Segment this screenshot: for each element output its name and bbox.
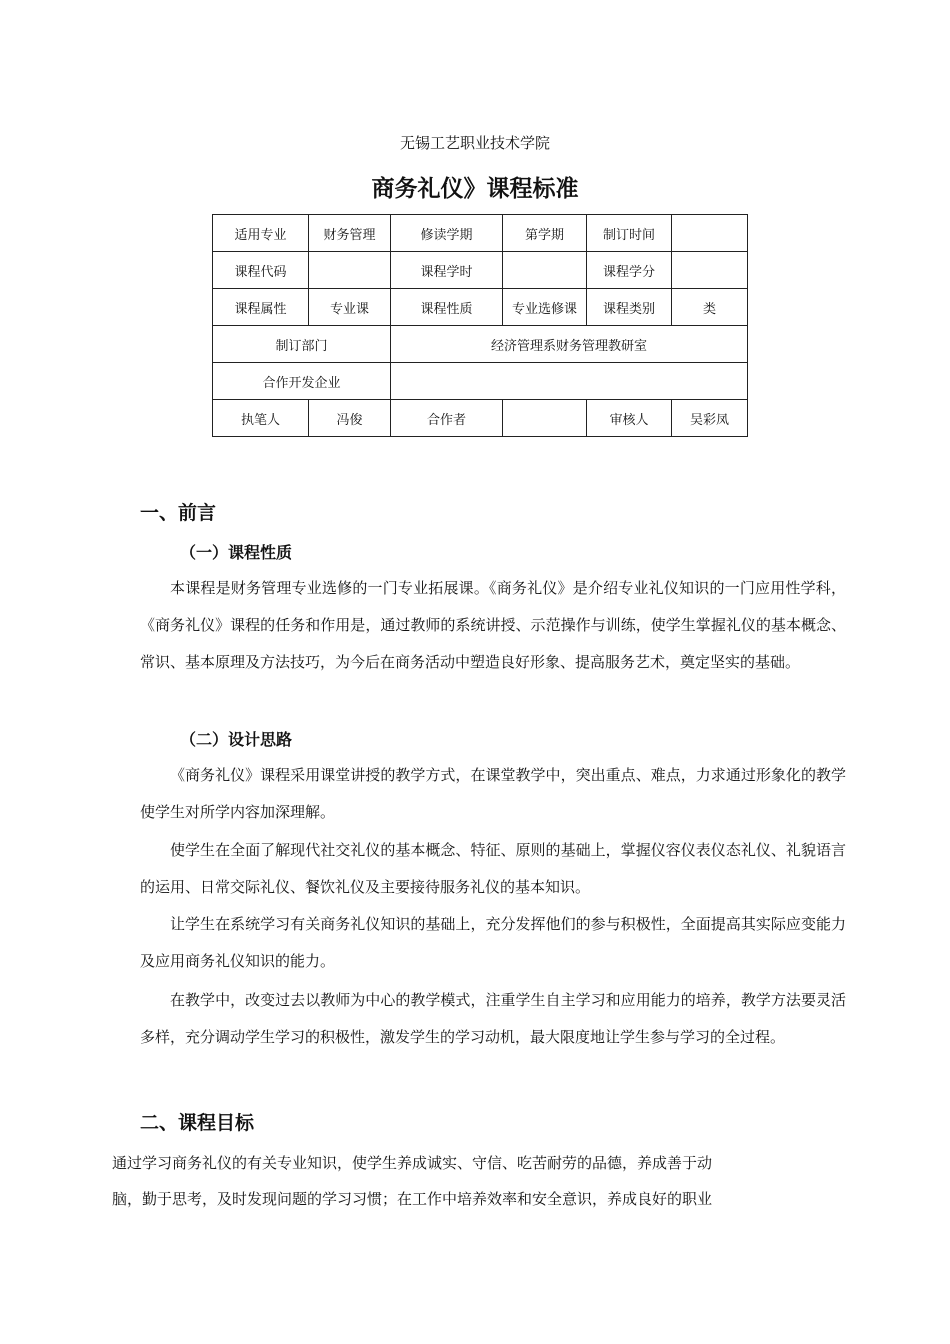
table-cell: 经济管理系财务管理教研室 (391, 326, 748, 363)
table-cell: 课程性质 (391, 289, 503, 326)
section-heading-preface: 一、前言 (140, 502, 217, 524)
table-row (213, 215, 748, 252)
section-heading-course-goals: 二、课程目标 (140, 1112, 255, 1134)
paragraph: 《商务礼仪》课程采用课堂讲授的教学方式，在课堂教学中，突出重点、难点，力求通过形象化的教学使学生对所学内容加深理解。 (140, 766, 846, 821)
paragraph: 在教学中，改变过去以教师为中心的教学模式，注重学生自主学习和应用能力的培养，教学方法要灵活多样，充分调动学生学习的积极性，激发学生的学习动机，最大限度地让学生参与学习的全过程。 (140, 991, 846, 1046)
table-cell: 课程类别 (587, 289, 672, 326)
table-cell: 财务管理 (309, 215, 391, 252)
paragraph: 使学生在全面了解现代社交礼仪的基本概念、特征、原则的基础上，掌握仪容仪表仪态礼仪、礼貌语言的运用、日常交际礼仪、餐饮礼仪及主要接待服务礼仪的基本知识。 (140, 841, 846, 896)
school-name: 无锡工艺职业技术学院 (399, 134, 550, 152)
table-cell: 专业课 (309, 289, 391, 326)
table-row (213, 363, 748, 400)
table-cell (672, 215, 748, 252)
table-cell: 课程学时 (391, 252, 503, 289)
table-cell: 课程代码 (213, 252, 309, 289)
table-cell: 吴彩凤 (672, 400, 748, 437)
table-cell: 审核人 (587, 400, 672, 437)
table-row (213, 289, 748, 326)
table-row (213, 326, 748, 363)
table-cell: 专业选修课 (503, 289, 587, 326)
table-cell (503, 252, 587, 289)
table-cell: 执笔人 (213, 400, 309, 437)
table-cell: 制订部门 (213, 326, 391, 363)
course-info-table (212, 214, 748, 437)
table-cell (391, 363, 748, 400)
table-cell (503, 400, 587, 437)
subsection-heading-course-nature: （一）课程性质 (180, 543, 293, 562)
table-cell (309, 252, 391, 289)
document-title: 商务礼仪》课程标准 (371, 176, 579, 202)
paragraph: 让学生在系统学习有关商务礼仪知识的基础上，充分发挥他们的参与积极性，全面提高其实际应变能力及应用商务礼仪知识的能力。 (140, 915, 846, 970)
table-cell: 适用专业 (213, 215, 309, 252)
paragraph-line: 通过学习商务礼仪的有关专业知识，使学生养成诚实、守信、吃苦耐劳的品德，养成善于动 (112, 1154, 713, 1172)
table-row (213, 252, 748, 289)
table-cell: 冯俊 (309, 400, 391, 437)
table-cell: 课程学分 (587, 252, 672, 289)
table-cell: 第学期 (503, 215, 587, 252)
subsection-heading-design-idea: （二）设计思路 (180, 730, 293, 749)
table-cell (672, 252, 748, 289)
paragraph-line: 脑，勤于思考，及时发现问题的学习习惯；在工作中培养效率和安全意识，养成良好的职业 (112, 1190, 713, 1208)
paragraph: 本课程是财务管理专业选修的一门专业拓展课。《商务礼仪》是介绍专业礼仪知识的一门应用性学科，《商务礼仪》课程的任务和作用是，通过教师的系统讲授、示范操作与训练，使学生掌握礼仪的基本概念、常识、基本原理及方法技巧，为今后在商务活动中塑造良好形象、提高服务艺术，奠定坚实的基础。 (140, 579, 846, 671)
table-cell: 修读学期 (391, 215, 503, 252)
table-cell: 合作开发企业 (213, 363, 391, 400)
table-cell: 课程属性 (213, 289, 309, 326)
table-row (213, 400, 748, 437)
table-cell: 类 (672, 289, 748, 326)
table-cell: 合作者 (391, 400, 503, 437)
table-cell: 制订时间 (587, 215, 672, 252)
